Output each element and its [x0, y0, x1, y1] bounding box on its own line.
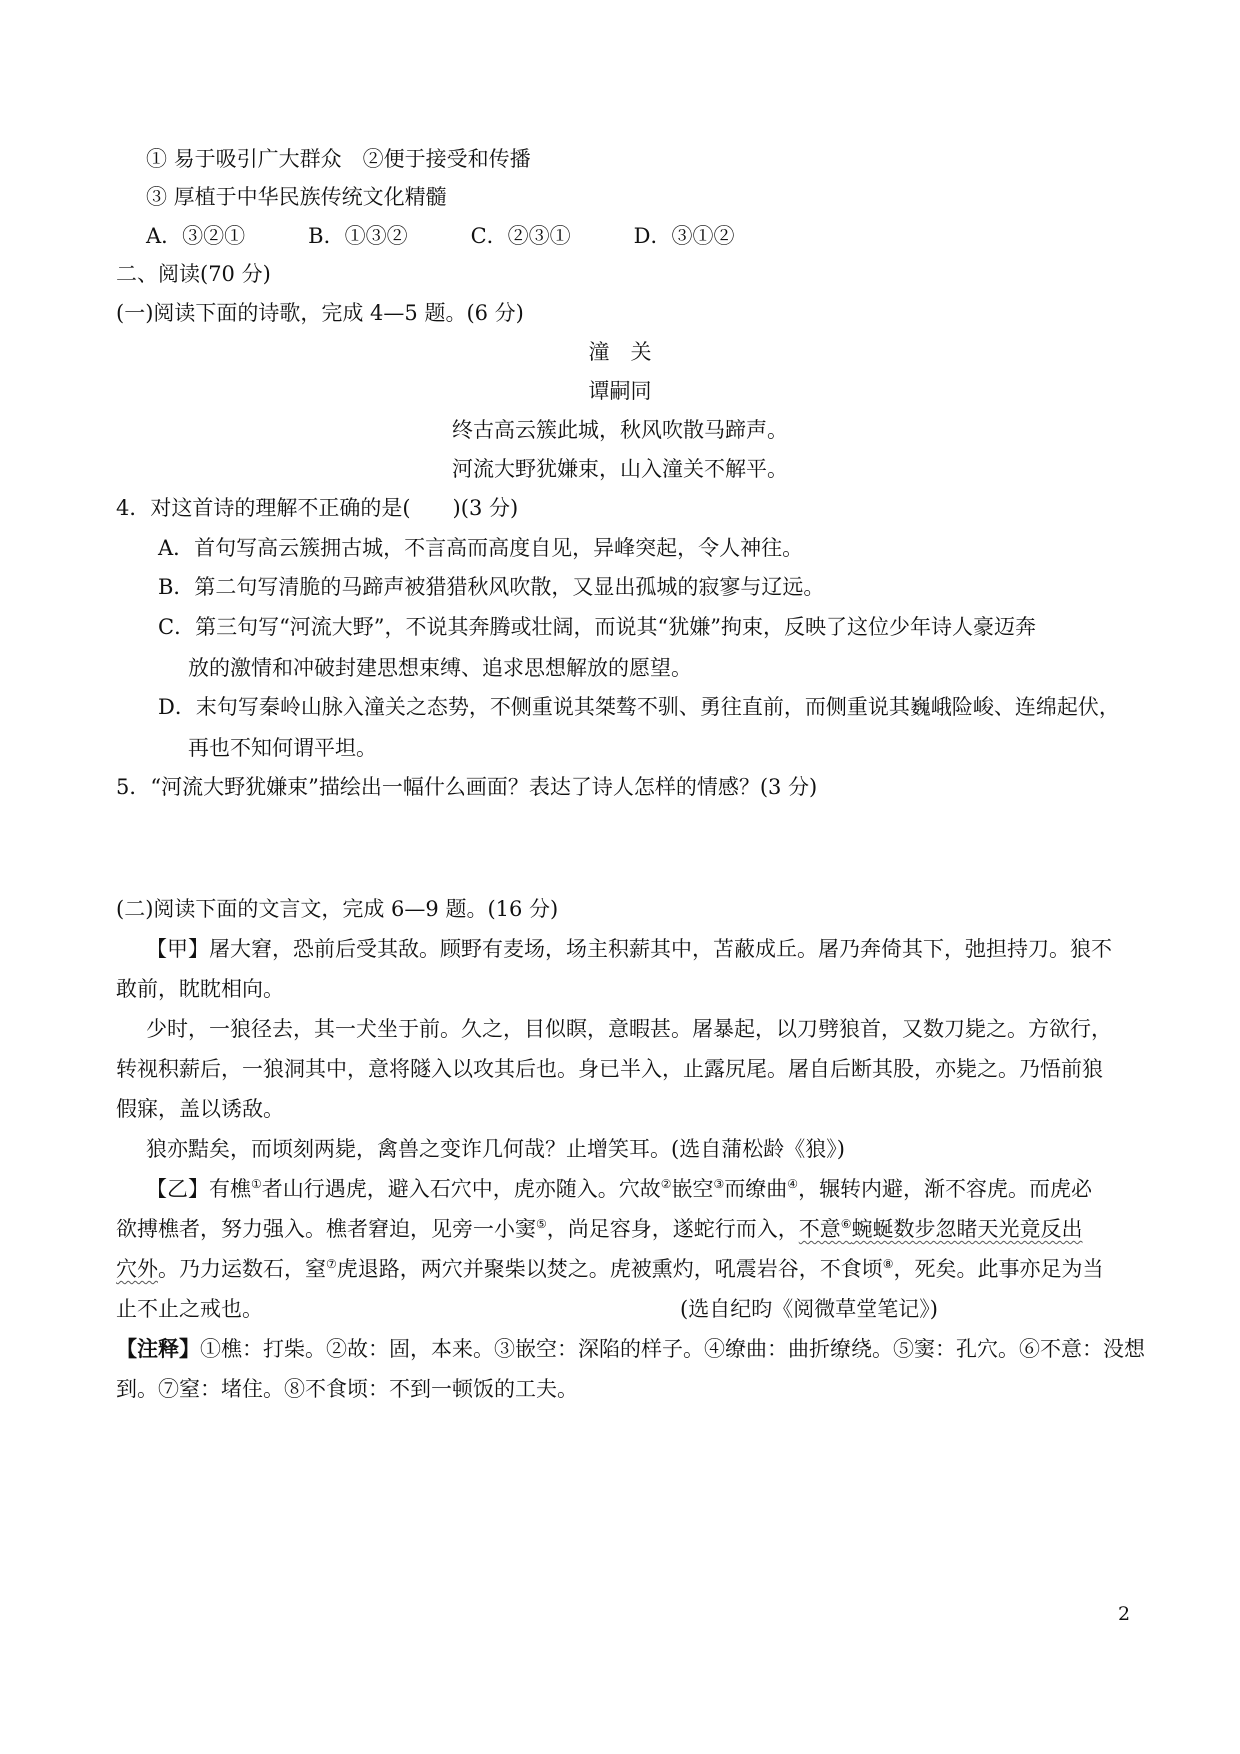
yi-line-3-c: ，死矣。此事亦足为当: [893, 1257, 1104, 1281]
q4-option-c-line-2: 放的激情和冲破封建思想束缚、追求思想解放的愿望。: [188, 656, 692, 680]
yi-source: (选自纪昀《阅微草堂笔记》): [680, 1297, 938, 1321]
jia-p1-line-1: 【甲】屠大窘，恐前后受其敌。顾野有麦场，场主积薪其中，苫蔽成丘。屠乃奔倚其下，弛担持刀。狼不: [146, 937, 1112, 961]
poem-line-1: 终古高云簇此城，秋风吹散马蹄声。: [452, 418, 788, 442]
yi-line-2-u2: 蜿蜒数步忽睹天光竟反出: [851, 1217, 1083, 1241]
yi-line-2-b: ，尚足容身，遂蛇行而入，: [546, 1217, 799, 1241]
note-mark-6: ⑥: [840, 1217, 852, 1231]
q3-item-line-1: ① 易于吸引广大群众 ②便于接受和传播: [146, 147, 531, 171]
q3-options: A．③②① B．①③② C．②③① D．③①②: [146, 224, 735, 248]
part1-intro: (一)阅读下面的诗歌，完成 4—5 题。(6 分): [116, 301, 524, 325]
q4-option-d-line-2: 再也不知何谓平坦。: [188, 736, 377, 760]
yi-line-2-a: 欲搏樵者，努力强入。樵者窘迫，见旁一小窦: [116, 1217, 536, 1241]
notes-line-2: 到。⑦窒：堵住。⑧不食顷：不到一顿饭的工夫。: [116, 1377, 578, 1401]
note-mark-4: ④: [787, 1177, 799, 1191]
yi-line-2: [116, 1215, 1083, 1243]
yi-underlined-phrase-2: 穴外: [116, 1257, 158, 1281]
q4-option-b: B．第二句写清脆的马蹄声被猎猎秋风吹散，又显出孤城的寂寥与辽远。: [158, 575, 825, 599]
yi-line-2-u1: 不意: [798, 1217, 841, 1241]
q4-option-d-line-1: D．末句写秦岭山脉入潼关之态势，不侧重说其桀骜不驯、勇往直前，而侧重说其巍峨险峻、连绵起伏，: [158, 695, 1120, 719]
note-mark-3: ③: [713, 1177, 725, 1191]
notes-label: 【注释】: [116, 1336, 200, 1361]
yi-line-3: [116, 1255, 1104, 1283]
q4-stem: 4．对这首诗的理解不正确的是( )(3 分): [116, 496, 519, 520]
q5-stem: 5．“河流大野犹嫌束”描绘出一幅什么画面？表达了诗人怎样的情感？(3 分): [116, 775, 818, 799]
yi-underlined-phrase-1: [799, 1217, 1083, 1241]
yi-line-1-d: 而缭曲: [724, 1177, 788, 1201]
notes-line-1: [116, 1335, 1145, 1363]
yi-line-1-e: ，辗转内避，渐不容虎。而虎必: [798, 1177, 1093, 1201]
part2-intro: (二)阅读下面的文言文，完成 6—9 题。(16 分): [116, 897, 559, 921]
yi-line-1: [146, 1175, 1092, 1203]
notes-line-1-text: ①樵：打柴。②故：固，本来。③嵌空：深陷的样子。④缭曲：曲折缭绕。⑤窦：孔穴。⑥不意：没想: [200, 1337, 1145, 1361]
note-mark-2: ②: [660, 1177, 672, 1191]
jia-p1-line-2: 敢前，眈眈相向。: [116, 977, 284, 1001]
page-number: 2: [1118, 1603, 1131, 1625]
yi-line-4: 止不止之戒也。: [116, 1297, 263, 1321]
q4-option-c-line-1: C．第三句写“河流大野”，不说其奔腾或壮阔，而说其“犹嫌”拘束，反映了这位少年诗人豪迈奔: [158, 615, 1037, 639]
yi-line-1-c: 嵌空: [671, 1177, 714, 1201]
note-mark-5: ⑤: [536, 1217, 547, 1231]
poem-author: 谭嗣同: [588, 379, 652, 403]
yi-line-1-b: 者山行遇虎，避入石穴中，虎亦随入。穴故: [261, 1177, 661, 1201]
jia-p2-line-2: 转视积薪后，一狼洞其中，意将隧入以攻其后也。身已半入，止露尻尾。屠自后断其股，亦毙之。乃悟前狼: [116, 1057, 1103, 1081]
section-title: 二、阅读(70 分): [116, 262, 271, 286]
jia-p2-line-1: 少时，一狼径去，其一犬坐于前。久之，目似瞑，意暇甚。屠暴起，以刀劈狼首，又数刀毙之。方欲行，: [146, 1017, 1112, 1041]
yi-line-1-a: 【乙】有樵: [146, 1177, 251, 1201]
note-mark-1: ①: [251, 1177, 262, 1191]
jia-p3: 狼亦黠矣，而顷刻两毙，禽兽之变诈几何哉？止增笑耳。(选自蒲松龄《狼》): [146, 1137, 845, 1161]
note-mark-8: ⑧: [882, 1257, 894, 1271]
jia-p2-line-3: 假寐，盖以诱敌。: [116, 1097, 284, 1121]
poem-line-2: 河流大野犹嫌束，山入潼关不解平。: [452, 457, 788, 481]
note-mark-7: ⑦: [326, 1257, 337, 1271]
yi-line-3-b: 虎退路，两穴并聚柴以焚之。虎被熏灼，吼震岩谷，不食顷: [336, 1257, 883, 1281]
poem-title: 潼 关: [588, 340, 652, 364]
yi-line-3-a: 。乃力运数石，窒: [158, 1257, 326, 1281]
q3-item-line-2: ③ 厚植于中华民族传统文化精髓: [146, 185, 447, 209]
q4-option-a: A．首句写高云簇拥古城，不言高而高度自见，异峰突起，令人神往。: [158, 536, 804, 560]
